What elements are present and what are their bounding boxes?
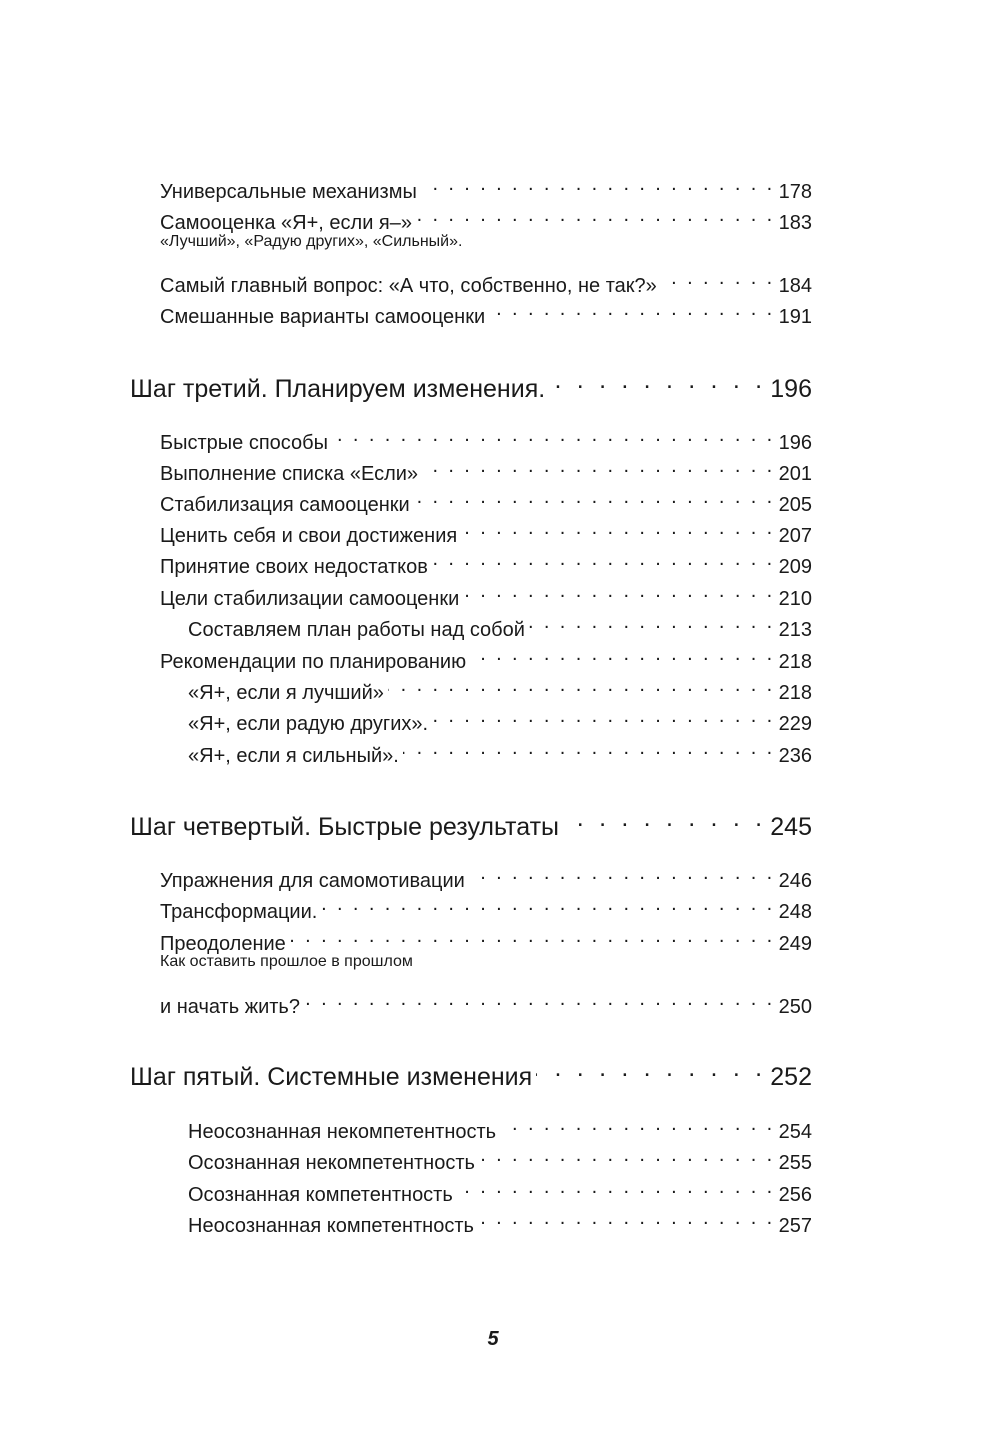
toc-entry-title: «Я+, если я лучший» xyxy=(188,682,384,704)
toc-entry-title: Неосознанная некомпетентность xyxy=(188,1121,497,1143)
toc-entry xyxy=(160,233,812,251)
dot-leader xyxy=(321,890,774,918)
toc-entry-page-number: 196 xyxy=(770,375,812,403)
dot-leader xyxy=(463,577,774,605)
toc-entry-page-number: 218 xyxy=(778,682,812,704)
toc-entry xyxy=(160,295,812,328)
toc-chapter xyxy=(130,363,812,403)
toc-chapter xyxy=(130,801,812,841)
toc-entry-page-number: 229 xyxy=(778,713,812,735)
toc-entry-page-number: 249 xyxy=(778,933,812,955)
toc-entry xyxy=(160,421,812,454)
toc-entry xyxy=(188,1204,812,1237)
toc-entry-title: Осознанная некомпетентность xyxy=(188,1152,475,1174)
toc-entry xyxy=(160,890,812,923)
toc-entry-title: Составляем план работы над собой xyxy=(188,619,525,641)
toc-entry xyxy=(160,545,812,578)
toc-entry-title: Упражнения для самомотивации xyxy=(160,870,465,892)
toc-entry xyxy=(188,1173,812,1206)
toc-entry-page-number: 246 xyxy=(778,870,812,892)
dot-leader xyxy=(489,295,774,323)
toc-entry-title: Осознанная компетентность xyxy=(188,1184,453,1206)
toc-entry-title: Быстрые способы xyxy=(160,432,328,454)
toc-entry-title: Преодоление xyxy=(160,933,286,955)
dot-leader xyxy=(470,640,775,668)
toc-entry xyxy=(160,985,812,1018)
toc-entry-title: Ценить себя и свои достижения xyxy=(160,525,458,547)
toc-entry-title: Выполнение списка «Если» xyxy=(160,463,419,485)
toc-entry-title: «Я+, если я сильный». xyxy=(188,745,399,767)
toc-entry-title: «Лучший», «Радую других», «Сильный». xyxy=(160,233,463,250)
dot-leader xyxy=(478,1204,775,1232)
dot-leader xyxy=(421,170,775,198)
toc-entry-page-number: 207 xyxy=(778,525,812,547)
toc-entry-title: Рекомендации по планированию xyxy=(160,651,467,673)
toc-entry-page-number: 178 xyxy=(778,181,812,203)
toc-entry-page-number: 248 xyxy=(778,901,812,923)
toc-entry xyxy=(160,201,812,234)
toc-entry-title: Трансформации. xyxy=(160,901,318,923)
toc-entry-page-number: 209 xyxy=(778,556,812,578)
dot-leader xyxy=(432,702,775,730)
toc-entry-page-number: 201 xyxy=(778,463,812,485)
toc-entry-page-number: 183 xyxy=(778,212,812,234)
toc-entry-page-number: 257 xyxy=(778,1215,812,1237)
toc-entry-page-number: 213 xyxy=(778,619,812,641)
dot-leader xyxy=(416,201,775,229)
toc-entry xyxy=(160,483,812,516)
toc-entry-title: Цели стабилизации самооценки xyxy=(160,588,460,610)
toc-entry-page-number: 196 xyxy=(778,432,812,454)
dot-leader xyxy=(469,859,775,887)
toc-entry xyxy=(160,859,812,892)
toc-entry xyxy=(160,170,812,203)
toc-entry xyxy=(188,734,812,767)
dot-leader xyxy=(536,1051,766,1085)
dot-leader xyxy=(661,264,775,292)
dot-leader xyxy=(388,671,775,699)
toc-entry-title: Принятие своих недостатков xyxy=(160,556,428,578)
toc-entry-title: Шаг третий. Планируем изменения. xyxy=(130,375,546,403)
toc-entry-page-number: 236 xyxy=(778,745,812,767)
toc-entry-title: «Я+, если радую других». xyxy=(188,713,429,735)
toc-entry-page-number: 255 xyxy=(778,1152,812,1174)
toc-entry-title: Стабилизация самооценки xyxy=(160,494,410,516)
toc-entry xyxy=(188,608,812,641)
toc-entry-title: Самооценка «Я+, если я–» xyxy=(160,212,413,234)
toc-entry-title: Шаг пятый. Системные изменения xyxy=(130,1063,533,1091)
toc-entry-page-number: 184 xyxy=(778,275,812,297)
toc-entry xyxy=(188,1110,812,1143)
dot-leader xyxy=(414,483,775,511)
dot-leader xyxy=(304,985,775,1013)
toc-entry-page-number: 254 xyxy=(778,1121,812,1143)
dot-leader xyxy=(403,734,775,762)
toc-entry-page-number: 250 xyxy=(778,996,812,1018)
dot-leader xyxy=(432,545,775,573)
toc-entry-title: и начать жить? xyxy=(160,996,300,1018)
toc-chapter xyxy=(130,1051,812,1091)
toc-entry-page-number: 256 xyxy=(778,1184,812,1206)
toc-entry xyxy=(160,514,812,547)
toc-entry-title: Смешанные варианты самооценки xyxy=(160,306,486,328)
dot-leader xyxy=(563,801,766,835)
toc-entry xyxy=(188,702,812,735)
toc-entry-page-number: 205 xyxy=(778,494,812,516)
toc-entry-page-number: 191 xyxy=(778,306,812,328)
toc-entry-title: Неосознанная компетентность xyxy=(188,1215,474,1237)
toc-entry-page-number: 252 xyxy=(770,1063,812,1091)
toc-entry-page-number: 210 xyxy=(778,588,812,610)
dot-leader xyxy=(500,1110,775,1138)
dot-leader xyxy=(479,1141,775,1169)
toc-entry-title: Как оставить прошлое в прошлом xyxy=(160,953,413,970)
toc-entry xyxy=(160,452,812,485)
toc-entry xyxy=(160,953,812,971)
toc-entry xyxy=(188,1141,812,1174)
toc-entry xyxy=(160,922,812,955)
toc-entry-title: Шаг четвертый. Быстрые результаты xyxy=(130,813,560,841)
dot-leader xyxy=(422,452,775,480)
dot-leader xyxy=(290,922,775,950)
dot-leader xyxy=(529,608,775,636)
toc-entry xyxy=(188,671,812,704)
page-number: 5 xyxy=(487,1328,499,1350)
dot-leader xyxy=(549,363,766,397)
toc-entry xyxy=(160,577,812,610)
toc-entry-title: Самый главный вопрос: «А что, собственно, не так?» xyxy=(160,275,657,297)
dot-leader xyxy=(457,1173,775,1201)
toc-entry-title: Универсальные механизмы xyxy=(160,181,417,203)
toc-entry xyxy=(160,264,812,297)
toc-entry xyxy=(160,640,812,673)
dot-leader xyxy=(461,514,774,542)
toc-entry-page-number: 218 xyxy=(778,651,812,673)
toc-entry-page-number: 245 xyxy=(770,813,812,841)
dot-leader xyxy=(332,421,775,449)
